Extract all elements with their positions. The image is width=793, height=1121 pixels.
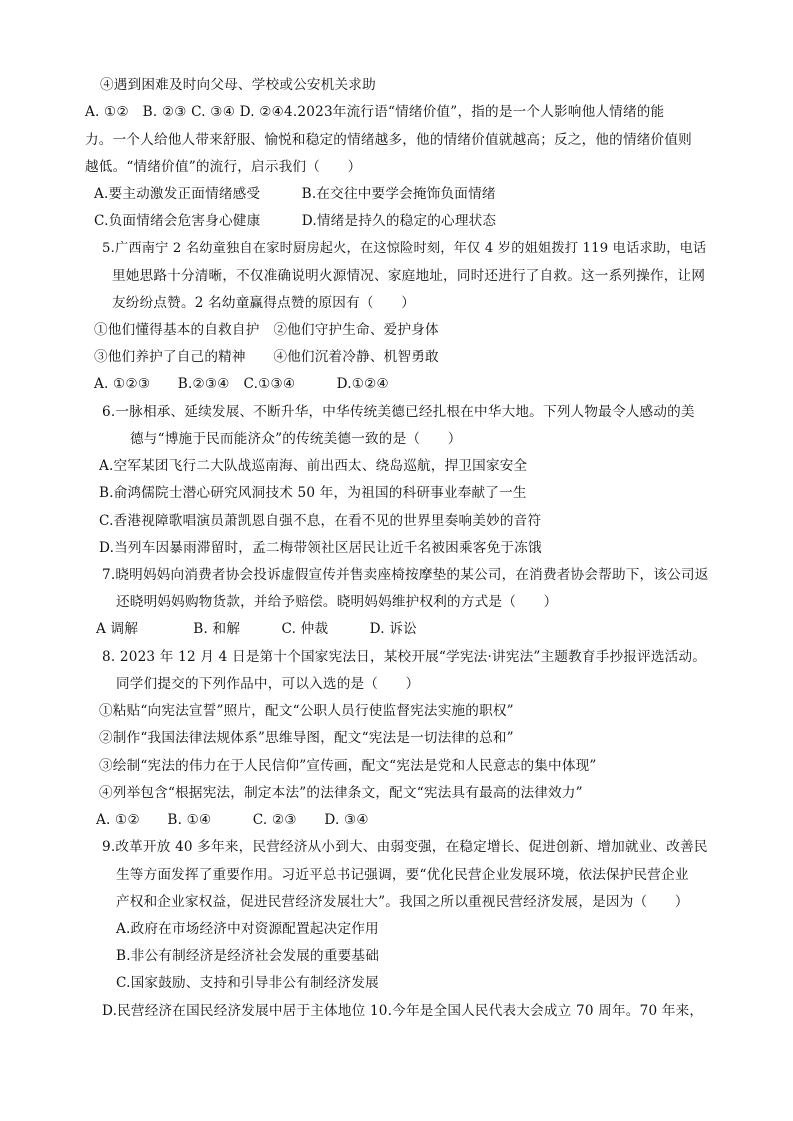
text-line: B.俞鸿儒院士潜心研究风洞技术 50 年，为祖国的科研事业奉献了一生 — [99, 485, 527, 501]
text-line: B.非公有制经济是经济社会发展的重要基础 — [116, 948, 379, 964]
text-line: A. ①② B. ②③ C. ③④ D. ②④4.2023年流行语“情绪价值”，指的是一个人影响他人情绪的能 — [85, 104, 665, 120]
text-line: ④列举包含“根据宪法，制定本法”的法律条文，配文“宪法具有最高的法律效力” — [99, 785, 583, 801]
text-line: A.要主动激发正面情绪感受 B.在交往中要学会掩饰负面情绪 — [94, 186, 496, 202]
text-line: 友纷纷点赞。2 名幼童赢得点赞的原因有（ ） — [112, 295, 416, 311]
text-line: A. ①②③ B.②③④ C.①③④ D.①②④ — [94, 376, 389, 392]
text-line: ②制作“我国法律法规体系”思维导图，配文“宪法是一切法律的总和” — [99, 730, 514, 746]
text-line: 还晓明妈妈购物货款，并给予赔偿。晓明妈妈维护权利的方式是（ ） — [116, 594, 558, 610]
text-line: ③他们养护了自己的精神 ④他们沉着冷静、机智勇敢 — [94, 349, 439, 365]
text-line: D.当列车因暴雨滞留时，孟二梅带领社区居民让近千名被困乘客免于冻饿 — [99, 540, 542, 556]
text-line: 同学们提交的下列作品中，可以入选的是（ ） — [116, 676, 420, 692]
text-line: C.国家鼓励、支持和引导非公有制经济发展 — [116, 975, 379, 991]
text-line: ①他们懂得基本的自救自护 ②他们守护生命、爱护身体 — [94, 322, 439, 338]
text-line: ④遇到困难及时向父母、学校或公安机关求助 — [100, 77, 376, 93]
text-line: A 调解 B. 和解 C. 仲裁 D. 诉讼 — [96, 621, 417, 637]
text-line: A. ①② B. ①④ C. ②③ D. ③④ — [96, 812, 369, 828]
text-line: 越低。“情绪价值”的流行，启示我们（ ） — [85, 159, 362, 175]
text-line: 7.晓明妈妈向消费者协会投诉虚假宣传并售卖座椅按摩垫的某公司，在消费者协会帮助下，该公司返 — [102, 567, 709, 583]
text-line: A.空军某团飞行二大队战巡南海、前出西太、绕岛巡航，捍卫国家安全 — [99, 458, 528, 474]
text-line: 生等方面发挥了重要作用。习近平总书记强调，要“优化民营企业发展环境，依法保护民营企业 — [116, 867, 689, 883]
text-line: C.香港视障歌唱演员萧凯恩自强不息，在看不见的世界里奏响美妙的音符 — [99, 513, 542, 529]
text-line: 力。一个人给他人带来舒服、愉悦和稳定的情绪越多，他的情绪价值就越高；反之，他的情绪价值则 — [85, 132, 692, 148]
text-line: 6.一脉相承、延续发展、不断升华，中华传统美德已经扎根在中华大地。下列人物最令人感动的美 — [102, 404, 695, 420]
text-line: 9.改革开放 40 多年来，民营经济从小到大、由弱变强，在稳定增长、促进创新、增加就业、改善民 — [102, 839, 708, 855]
text-line: 里她思路十分清晰，不仅准确说明火源情况、家庭地址，同时还进行了自救。这一系列操作，让网 — [112, 268, 706, 284]
text-line: C.负面情绪会危害身心健康 D.情绪是持久的稳定的心理状态 — [94, 213, 497, 229]
text-line: 产权和企业家权益，促进民营经济发展壮大”。我国之所以重视民营经济发展，是因为（ ） — [116, 894, 689, 910]
text-line: ③绘制“宪法的伟力在于人民信仰”宣传画，配文“宪法是党和人民意志的集中体现” — [99, 758, 597, 774]
text-line: 5.广西南宁 2 名幼童独自在家时厨房起火，在这惊险时刻，年仅 4 岁的姐姐拨打 119 电话求助，电话 — [102, 241, 707, 256]
text-line: A.政府在市场经济中对资源配置起决定作用 — [116, 921, 379, 937]
text-line: D.民营经济在国民经济发展中居于主体地位 10.今年是全国人民代表大会成立 70 周年。70 年来， — [102, 1003, 704, 1019]
text-line: 德与“博施于民而能济众”的传统美德一致的是（ ） — [130, 431, 462, 447]
text-line: 8. 2023 年 12 月 4 日是第十个国家宪法日，某校开展“学宪法·讲宪法”主题教育手抄报评选活动。 — [102, 649, 707, 665]
text-line: ①粘贴“向宪法宣誓”照片，配文“公职人员行使监督宪法实施的职权” — [99, 703, 514, 719]
